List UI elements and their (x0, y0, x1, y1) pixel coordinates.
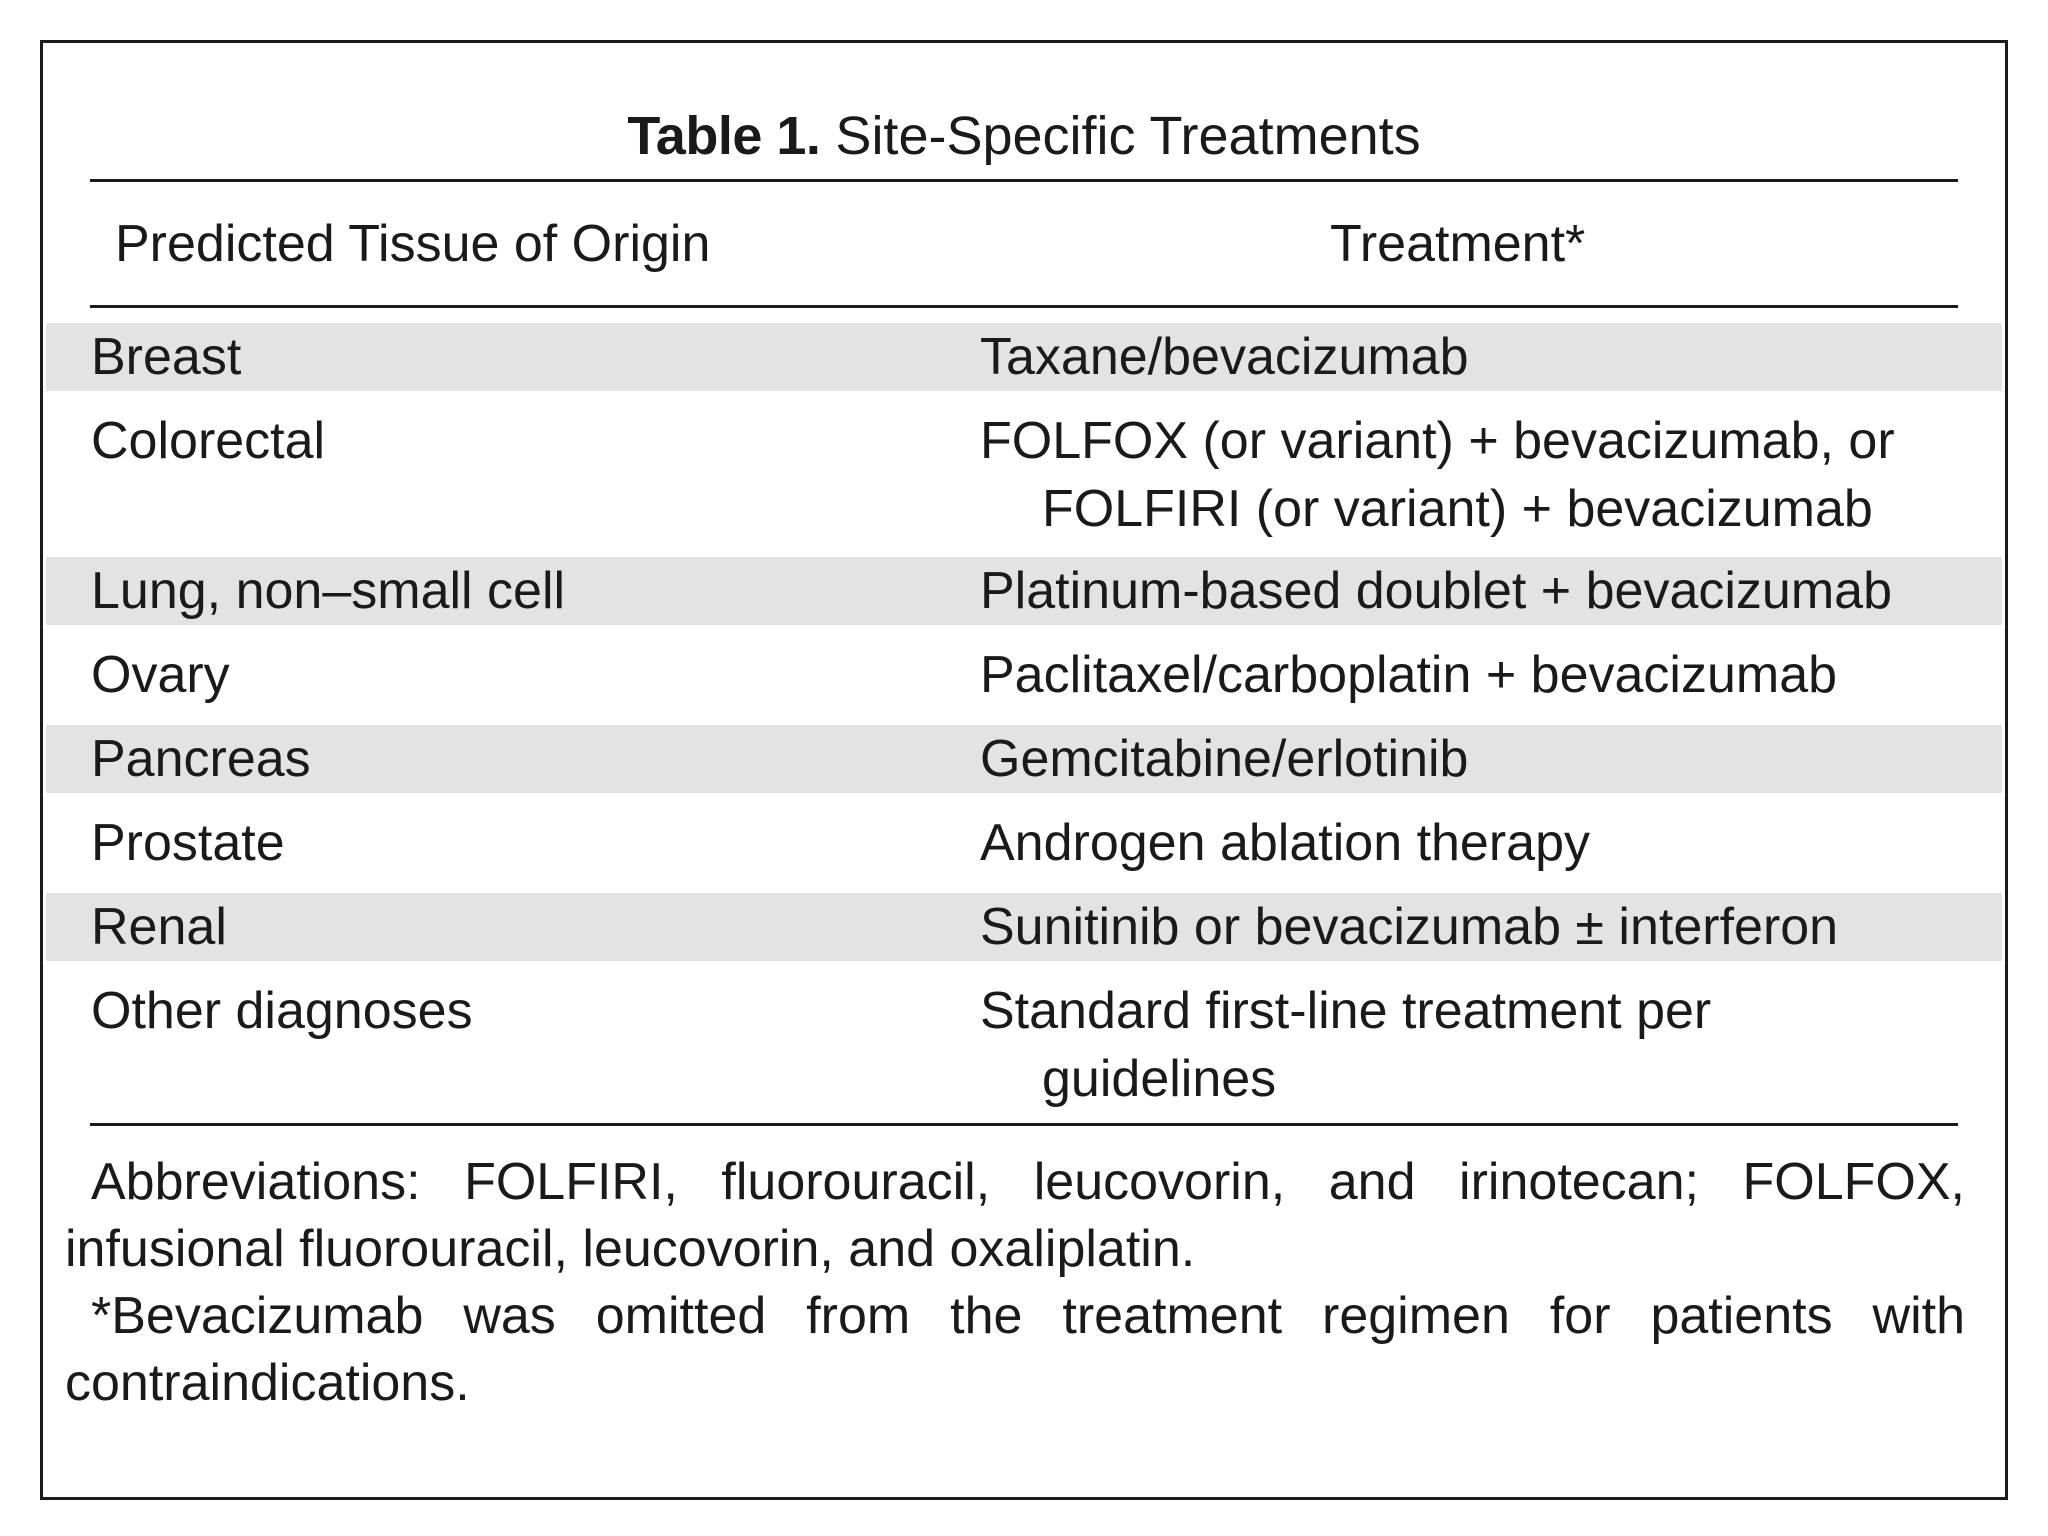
row-treatment (980, 725, 1990, 793)
row-treatment-line-1: Standard first-line treatment per (980, 982, 1712, 1040)
row-treatment (980, 977, 1990, 1113)
table-row (46, 893, 2002, 961)
row-treatment-line-2: guidelines (1042, 1050, 1277, 1108)
table-row (46, 407, 2002, 543)
row-treatment (980, 323, 1990, 391)
abbreviations-note: Abbreviations: FOLFIRI, fluorouracil, leucovorin, and irinotecan; FOLFOX, infusional fluorouracil, leucovorin, and oxaliplatin. (65, 1153, 1965, 1278)
row-treatment-line-1: Taxane/bevacizumab (980, 328, 1469, 386)
table-footnotes (65, 1149, 1965, 1417)
row-treatment-line-1: Androgen ablation therapy (980, 814, 1591, 872)
row-treatment (980, 407, 1990, 543)
row-origin: Other diagnoses (91, 982, 473, 1040)
table-title (43, 101, 2005, 171)
table-title-label: Table 1. (627, 106, 821, 166)
table-title-text: Site-Specific Treatments (835, 106, 1421, 166)
row-origin: Pancreas (91, 730, 311, 788)
row-treatment-line-1: Gemcitabine/erlotinib (980, 730, 1469, 788)
column-header-origin: Predicted Tissue of Origin (115, 215, 711, 273)
row-origin: Renal (91, 898, 227, 956)
row-origin: Colorectal (91, 412, 326, 470)
row-origin: Lung, non–small cell (91, 562, 566, 620)
column-header-treatment: Treatment* (1330, 215, 1586, 273)
row-treatment (980, 641, 1990, 709)
row-treatment-line-1: Sunitinib or bevacizumab ± interferon (980, 898, 1839, 956)
table-row (46, 641, 2002, 709)
row-origin: Breast (91, 328, 242, 386)
table-row (46, 557, 2002, 625)
asterisk-footnote: *Bevacizumab was omitted from the treatment regimen for patients with contraindications. (65, 1287, 1965, 1412)
header-rule (90, 305, 1958, 308)
row-treatment (980, 557, 1990, 625)
row-treatment-line-1: Platinum-based doublet + bevacizumab (980, 562, 1893, 620)
table-row (46, 977, 2002, 1113)
row-treatment-line-1: Paclitaxel/carboplatin + bevacizumab (980, 646, 1838, 704)
row-treatment (980, 893, 1990, 961)
table-row (46, 725, 2002, 793)
row-origin: Ovary (91, 646, 230, 704)
row-origin: Prostate (91, 814, 285, 872)
row-treatment-line-2: FOLFIRI (or variant) + bevacizumab (1042, 480, 1873, 538)
row-treatment-line-1: FOLFOX (or variant) + bevacizumab, or (980, 412, 1895, 470)
top-rule (90, 179, 1958, 182)
bottom-rule (90, 1123, 1958, 1126)
row-treatment (980, 809, 1990, 877)
table-row (46, 323, 2002, 391)
table-row (46, 809, 2002, 877)
table-frame (40, 40, 2008, 1500)
